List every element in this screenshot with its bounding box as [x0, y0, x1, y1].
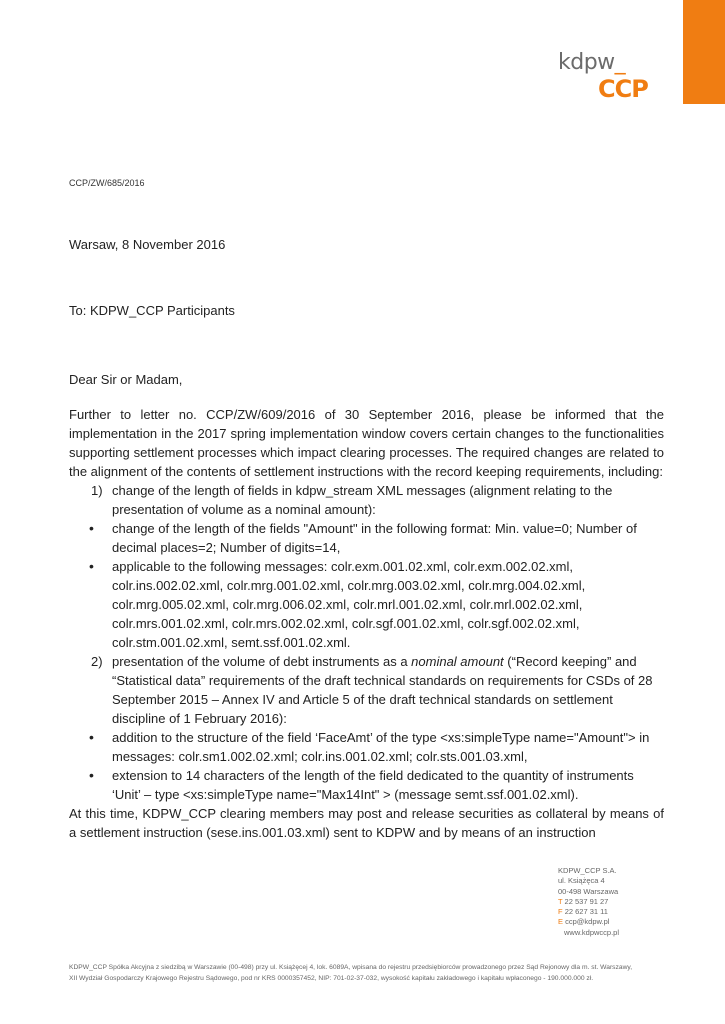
footer-city: 00-498 Warszawa	[558, 886, 619, 896]
bullet-text: change of the length of the fields "Amount" in the following format: Min. value=0; Number of decimal places=2; Number of digits=14,	[112, 521, 637, 555]
footer-street: ul. Książęca 4	[558, 876, 605, 886]
letter-body	[69, 405, 664, 842]
list-number: 1)	[91, 483, 103, 498]
bullet-item-3	[69, 728, 664, 766]
reference-number: CCP/ZW/685/2016	[69, 178, 145, 188]
bullet-icon: •	[89, 520, 94, 536]
intro-paragraph: Further to letter no. CCP/ZW/609/2016 of 30 September 2016, please be informed that the implementation in the 2017 spring implementation window covers certain changes to the functionalities supporting settlement processes which impact clearing processes. The required changes are related to the alignment of the contents of settlement instructions with the record keeping requirements, including:	[69, 407, 664, 479]
list-item-2	[69, 652, 664, 728]
phone-label: T	[558, 896, 563, 906]
salutation: Dear Sir or Madam,	[69, 372, 183, 387]
list-item-text-end: (“Record keeping” and “Statistical data” requirements of the draft technical standards on requirements for CSDs of 28 September 2015 – Annex IV and Article 5 of the draft technical standards on settlement discipline of 1 February 2016):	[112, 654, 653, 726]
footer-fax	[558, 907, 619, 917]
nominal-amount-emphasis: nominal amount	[411, 654, 504, 669]
bullet-icon: •	[89, 729, 94, 745]
list-item-1	[69, 481, 664, 519]
legal-notice	[69, 963, 669, 984]
date-line: Warsaw, 8 November 2016	[69, 237, 226, 252]
fax-number: 22 627 31 11	[564, 907, 608, 917]
footer-address-block	[558, 866, 619, 938]
logo-ccp-text: CCP	[598, 75, 648, 103]
email-link[interactable]: ccp@kdpw.pl	[565, 917, 610, 927]
list-item-text: change of the length of fields in kdpw_stream XML messages (alignment relating to the presentation of volume as a nominal amount):	[112, 483, 613, 517]
bullet-text: addition to the structure of the field ‘FaceAmt’ of the type <xs:simpleType name="Amount"> in messages: colr.sm1.002.02.xml; colr.ins.001.02.xml; colr.sts.001.03.xml,	[112, 730, 650, 764]
bullet-text: extension to 14 characters of the length of the field dedicated to the quantity of instruments ‘Unit’ – type <xs:simpleType name="Max14Int" > (message semt.ssf.001.02.xml).	[112, 768, 634, 802]
logo-kdpw-text: kdpw	[558, 50, 615, 75]
bullet-item-1	[69, 519, 664, 557]
bullet-text: applicable to the following messages: colr.exm.001.02.xml, colr.exm.002.02.xml, colr.ins.002.02.xml, colr.mrg.001.02.xml, colr.mrg.003.02.xml, colr.mrg.004.02.xml, colr.mrg.005.02.xml, colr.mrg.006.02.xml, colr.mrl.001.02.xml, colr.mrl.002.02.xml, colr.mrs.001.02.xml, colr.mrs.002.02.xml, colr.sgf.001.02.xml, colr.sgf.002.02.xml, colr.stm.001.02.xml, semt.ssf.001.02.xml.	[112, 559, 586, 650]
email-label: E	[558, 917, 564, 927]
legal-line-2: XII Wydział Gospodarczy Krajowego Rejestru Sądowego, pod nr KRS 0000357452, NIP: 701-02-37-032, wysokość kapitału zakładowego i kapitału wpłaconego - 190.000.000 zł.	[69, 974, 594, 982]
legal-line-1: KDPW_CCP Spółka Akcyjna z siedzibą w Warszawie (00-498) przy ul. Książęcej 4, lok. 6089A, wpisana do rejestru przedsiębiorców prowadzonego przez Sąd Rejonowy dla m. st. Warszawy,	[69, 964, 633, 971]
logo-underscore: _	[614, 50, 626, 75]
bullet-icon: •	[89, 767, 94, 783]
bullet-icon: •	[89, 558, 94, 574]
list-item-text-start: presentation of the volume of debt instruments as a	[112, 654, 412, 669]
list-number: 2)	[91, 654, 103, 669]
bullet-item-2	[69, 557, 664, 652]
closing-paragraph: At this time, KDPW_CCP clearing members may post and release securities as collateral by means of a settlement instruction (sese.ins.001.03.xml) sent to KDPW and by means of an instruction	[69, 806, 664, 840]
footer-company: KDPW_CCP S.A.	[558, 866, 617, 875]
phone-number: 22 537 91 27	[564, 896, 609, 906]
recipient-line: To: KDPW_CCP Participants	[69, 303, 235, 318]
footer-phone	[558, 897, 619, 907]
kdpw-ccp-logo	[558, 52, 648, 106]
bullet-item-4	[69, 766, 664, 804]
orange-corner-bar	[683, 0, 725, 104]
fax-label: F	[558, 907, 563, 917]
footer-website[interactable]: www.kdpwccp.pl	[564, 927, 620, 937]
footer-email	[558, 917, 619, 927]
